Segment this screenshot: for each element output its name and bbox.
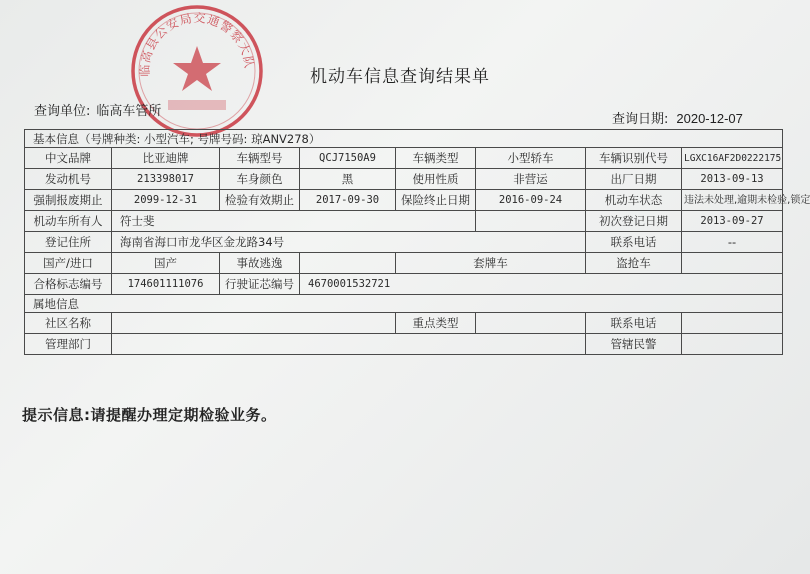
section-basic-info [25, 130, 783, 148]
label-cell: 套牌车 [396, 253, 586, 274]
label-cell: 发动机号 [25, 169, 112, 190]
origin-value: 国产 [112, 253, 220, 274]
label-cell: 中文品牌 [25, 148, 112, 169]
label-cell: 行驶证芯编号 [220, 274, 300, 295]
label-cell: 保险终止日期 [396, 190, 476, 211]
vehicle-state-value: 违法未处理,逾期未检验,锁定 [682, 190, 783, 211]
label-cell: 管理部门 [25, 334, 112, 355]
phone-value: -- [682, 232, 783, 253]
label-cell: 出厂日期 [586, 169, 682, 190]
address-value: 海南省海口市龙华区金龙路34号 [112, 232, 586, 253]
label-cell: 检验有效期止 [220, 190, 300, 211]
query-unit [34, 100, 161, 119]
label-cell: 使用性质 [396, 169, 476, 190]
usage-value: 非营运 [476, 169, 586, 190]
factory-date-value: 2013-09-13 [682, 169, 783, 190]
label-cell: 事故逃逸 [220, 253, 300, 274]
brand-value: 比亚迪牌 [112, 148, 220, 169]
label-cell: 车辆类型 [396, 148, 476, 169]
vehicle-info-table [24, 129, 810, 355]
label-cell: 联系电话 [586, 313, 682, 334]
table-row [25, 274, 783, 295]
query-unit-label: 查询单位: [34, 104, 91, 119]
query-date-value: 2020-12-07 [676, 111, 743, 126]
table-row [25, 253, 783, 274]
vin-value: LGXC16AF2D0222175 [682, 148, 783, 169]
table-row [25, 334, 783, 355]
document-title: 机动车信息查询结果单 [310, 67, 490, 87]
basic-info-heading: 基本信息（号牌种类: 小型汽车; 号牌号码: 琼ANV278） [25, 130, 783, 148]
label-cell: 登记住所 [25, 232, 112, 253]
query-unit-value: 临高车管所 [96, 104, 162, 119]
table-row [25, 190, 783, 211]
label-cell: 国产/进口 [25, 253, 112, 274]
color-value: 黑 [300, 169, 396, 190]
label-cell: 初次登记日期 [586, 211, 682, 232]
inspection-date-value: 2017-09-30 [300, 190, 396, 211]
table-row [25, 232, 783, 253]
table-row [25, 313, 783, 334]
accident-value [300, 253, 396, 274]
tip-message: 提示信息:请提醒办理定期检验业务。 [22, 406, 277, 424]
keytype-value [476, 313, 586, 334]
owner-value: 符士斐 [112, 211, 476, 232]
label-cell: 管辖民警 [586, 334, 682, 355]
model-value: QCJ7150A9 [300, 148, 396, 169]
query-date [612, 108, 743, 127]
scrap-date-value: 2099-12-31 [112, 190, 220, 211]
label-cell: 合格标志编号 [25, 274, 112, 295]
cert-value: 174601111076 [112, 274, 220, 295]
insurance-date-value: 2016-09-24 [476, 190, 586, 211]
local-info-heading: 属地信息 [25, 295, 783, 313]
community-value [112, 313, 396, 334]
label-cell: 强制报废期止 [25, 190, 112, 211]
license-value: 4670001532721 [300, 274, 783, 295]
first-registration-value: 2013-09-27 [682, 211, 783, 232]
svg-text:临高县公安局交通警察大队: 临高县公安局交通警察大队 [137, 10, 257, 77]
label-cell: 联系电话 [586, 232, 682, 253]
label-cell: 盗抢车 [586, 253, 682, 274]
table-row [25, 211, 783, 232]
section-local-info [25, 295, 783, 313]
stolen-value [682, 253, 783, 274]
engine-value: 213398017 [112, 169, 220, 190]
label-cell: 车身颜色 [220, 169, 300, 190]
local-phone-value [682, 313, 783, 334]
police-value [682, 334, 783, 355]
label-cell: 重点类型 [396, 313, 476, 334]
label-cell: 机动车所有人 [25, 211, 112, 232]
label-cell: 社区名称 [25, 313, 112, 334]
vehicle-type-value: 小型轿车 [476, 148, 586, 169]
query-date-label: 查询日期: [612, 112, 669, 127]
label-cell: 机动车状态 [586, 190, 682, 211]
label-cell: 车辆识别代号 [586, 148, 682, 169]
department-value [112, 334, 586, 355]
empty-cell [476, 211, 586, 232]
table-row [25, 169, 783, 190]
table-row [25, 148, 783, 169]
label-cell: 车辆型号 [220, 148, 300, 169]
